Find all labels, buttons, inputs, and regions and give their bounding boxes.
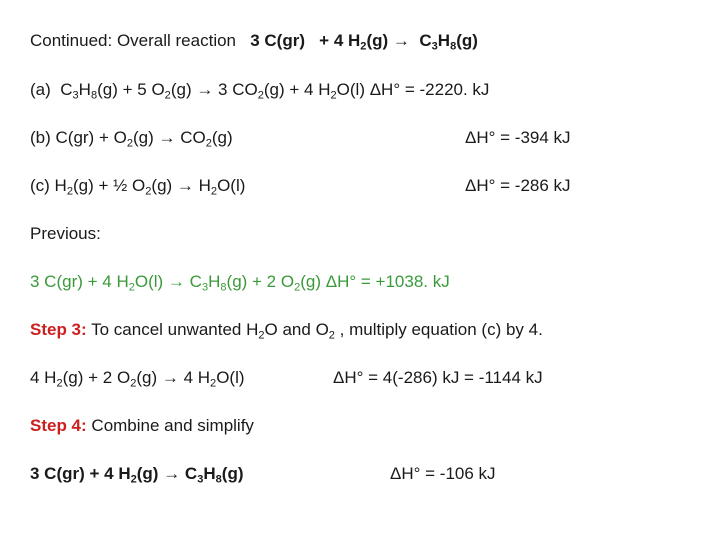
overall-product-h: H xyxy=(437,31,451,50)
step3-eq-part: 4 H xyxy=(30,368,57,387)
overall-product-c: C xyxy=(419,31,432,50)
final-sub: 8 xyxy=(215,473,222,486)
previous-part: (g) + 2 O xyxy=(226,272,295,291)
equation-a-label: (a) xyxy=(30,80,51,99)
previous-sub: 3 xyxy=(201,281,209,294)
title-prefix: Continued: Overall reaction xyxy=(30,31,237,50)
eq-c-sub: 2 xyxy=(210,185,218,198)
step3-eq-sub: 2 xyxy=(56,377,63,390)
previous-sub: 8 xyxy=(220,281,227,294)
eq-a-part: H xyxy=(78,80,91,99)
step3-part: , multiply equation (c) by 4. xyxy=(334,320,543,339)
overall-reactant-hydrogen: 4 H xyxy=(333,31,361,50)
overall-h-subscript: 2 xyxy=(360,40,367,53)
eq-c-sub: 2 xyxy=(66,185,73,198)
eq-a-part: (g) + 5 O xyxy=(97,80,165,99)
step4-text: Combine and simplify xyxy=(86,416,254,435)
step4-label: Step 4: xyxy=(30,416,87,435)
previous-label: Previous: xyxy=(30,224,101,243)
step3-sub: 2 xyxy=(328,329,335,342)
step3-line xyxy=(30,319,543,341)
eq-b-sub: 2 xyxy=(126,137,133,150)
title-line xyxy=(30,30,478,52)
eq-a-sub: 2 xyxy=(164,89,171,102)
eq-a-sub: 8 xyxy=(90,89,98,102)
previous-part: O(l) → C xyxy=(134,272,202,291)
overall-plus: + xyxy=(319,31,330,50)
eq-c-part: (c) H xyxy=(30,176,67,195)
step3-label: Step 3: xyxy=(30,320,87,339)
eq-a-sub: 3 xyxy=(72,89,79,102)
overall-product-state: (g) xyxy=(456,31,478,50)
step3-eq-part: (g) → 4 H xyxy=(136,368,211,387)
eq-b-part: (g) xyxy=(211,128,233,147)
overall-reactant-carbon: 3 C(gr) xyxy=(250,31,305,50)
eq-c-sub: 2 xyxy=(145,185,152,198)
equation-b-enthalpy: ΔH° = -394 kJ xyxy=(465,128,571,147)
final-sub: 3 xyxy=(197,473,204,486)
eq-a-part: (g) → 3 CO xyxy=(170,80,258,99)
final-part: H xyxy=(203,464,216,483)
step4-line xyxy=(30,415,254,437)
step3-eq-part: (g) + 2 O xyxy=(62,368,131,387)
final-enthalpy: ΔH° = -106 kJ xyxy=(390,464,496,483)
step3-eq-part: O(l) xyxy=(216,368,245,387)
eq-a-sub: 2 xyxy=(257,89,264,102)
overall-reaction xyxy=(245,31,478,53)
step3-enthalpy: ΔH° = 4(-286) kJ = -1144 kJ xyxy=(333,368,543,387)
step3-eq-sub: 2 xyxy=(210,377,217,390)
equation-c xyxy=(30,175,245,197)
equation-a xyxy=(30,79,489,101)
eq-c-part: (g) → H xyxy=(151,176,211,195)
eq-b-part: (g) → CO xyxy=(132,128,206,147)
previous-part: H xyxy=(208,272,221,291)
step3-part: O and O xyxy=(264,320,329,339)
overall-h8-subscript: 8 xyxy=(450,40,457,53)
final-equation xyxy=(30,463,244,485)
step3-sub: 2 xyxy=(258,329,265,342)
overall-h-state: (g) xyxy=(366,31,389,50)
final-part: (g) xyxy=(221,464,244,483)
equation-c-enthalpy: ΔH° = -286 kJ xyxy=(465,176,571,195)
overall-arrow: → xyxy=(392,31,410,50)
previous-part: (g) ΔH° = +1038. kJ xyxy=(300,272,450,291)
eq-b-part: (b) C(gr) + O xyxy=(30,128,127,147)
step3-equation xyxy=(30,367,245,389)
previous-sub: 2 xyxy=(294,281,301,294)
eq-c-part: O(l) xyxy=(217,176,246,195)
previous-part: 3 C(gr) + 4 H xyxy=(30,272,129,291)
overall-c-subscript: 3 xyxy=(431,40,438,53)
eq-a-part: C xyxy=(60,80,73,99)
final-part: 3 C(gr) + 4 H xyxy=(30,464,131,483)
previous-sub: 2 xyxy=(128,281,135,294)
step3-eq-sub: 2 xyxy=(130,377,137,390)
eq-a-part: O(l) ΔH° = -2220. kJ xyxy=(336,80,490,99)
eq-a-part: (g) + 4 H xyxy=(263,80,331,99)
eq-c-part: (g) + ½ O xyxy=(72,176,146,195)
eq-b-sub: 2 xyxy=(205,137,212,150)
eq-a-sub: 2 xyxy=(330,89,337,102)
final-part: (g) → C xyxy=(136,464,198,483)
step3-part: To cancel unwanted H xyxy=(86,320,259,339)
final-sub: 2 xyxy=(130,473,137,486)
previous-equation xyxy=(30,271,450,293)
equation-b xyxy=(30,127,233,149)
